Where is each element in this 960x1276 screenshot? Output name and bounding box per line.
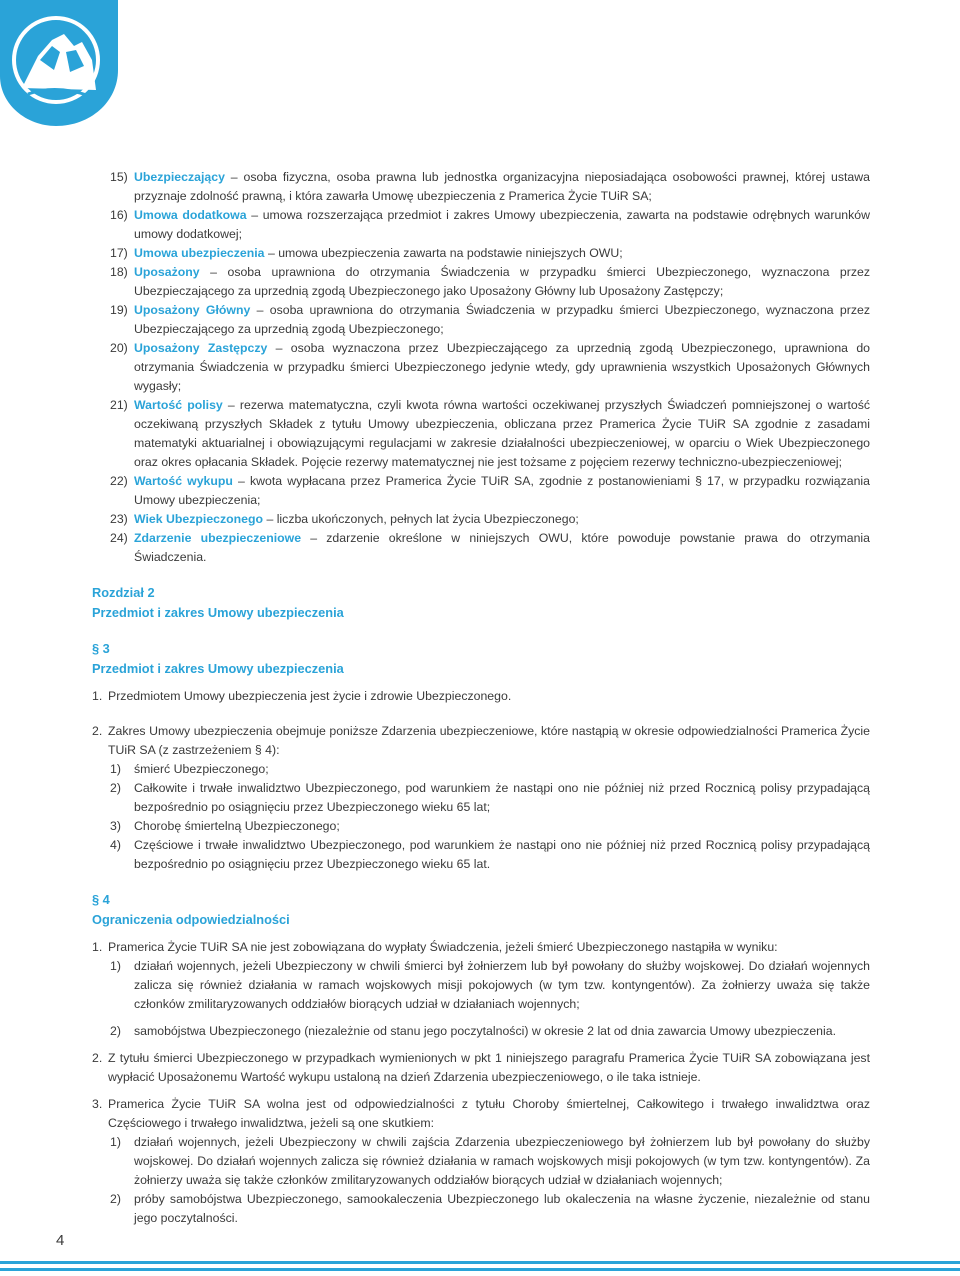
paragraph-number: 2. (92, 1051, 103, 1065)
list-item-text: próby samobójstwa Ubezpieczonego, samookaleczenia Ubezpieczonego lub okaleczenia na własne życzenie, niezależnie od stanu jego poczytalności. (134, 1192, 870, 1225)
definition-term: Uposażony (134, 265, 200, 279)
definition-number: 18) (110, 265, 128, 279)
list-item-number: 1) (110, 959, 121, 973)
section-sign: § 4 (92, 892, 110, 907)
list-item (92, 1022, 870, 1041)
paragraph (92, 1049, 870, 1087)
definition-number: 21) (110, 398, 128, 412)
paragraph-text: Przedmiotem Umowy ubezpieczenia jest życie i zdrowie Ubezpieczonego. (108, 689, 512, 703)
definition-item (92, 339, 870, 396)
list-item (92, 1133, 870, 1190)
definition-number: 17) (110, 246, 128, 260)
definition-term: Zdarzenie ubezpieczeniowe (134, 531, 302, 545)
paragraph-number: 2. (92, 724, 103, 738)
definition-text: – liczba ukończonych, pełnych lat życia Ubezpieczonego; (263, 512, 579, 526)
definition-text: – kwota wypłacana przez Pramerica Życie TUiR SA, zgodnie z postanowieniami § 17, w przypadku rozwiązania Umowy ubezpieczenia; (134, 474, 870, 507)
list-item-number: 3) (110, 819, 121, 833)
list-item (92, 1190, 870, 1228)
list-item-text: śmierć Ubezpieczonego; (134, 762, 269, 776)
definition-number: 19) (110, 303, 128, 317)
paragraph-number: 1. (92, 689, 103, 703)
list-item-number: 2) (110, 781, 121, 795)
list-item-number: 4) (110, 838, 121, 852)
definition-term: Wartość polisy (134, 398, 223, 412)
definition-item (92, 263, 870, 301)
list-item-text: samobójstwa Ubezpieczonego (niezależnie od stanu jego poczytalności) w okresie 2 lat od dnia zawarcia Umowy ubezpieczenia. (134, 1024, 836, 1038)
section-sign: § 3 (92, 641, 110, 656)
list-item-text: Całkowite i trwałe inwalidztwo Ubezpieczonego, pod warunkiem że nastąpi ono nie później niż przed Rocznicą polisy przypadającą bezpośrednio po osiągnięciu przez Ubezpieczonego wieku 65 lat; (134, 781, 870, 814)
definition-text: – rezerwa matematyczna, czyli kwota równa wartości oczekiwanej przyszłych Świadczeń pomniejszonej o wartość oczekiwaną przyszłych Składek z tytułu Umowy ubezpieczenia, obliczana przez Pramerica Życie TUiR SA zgodnie z zasadami matematyki aktuarialnej i obowiązującymi regulacjami w zakresie działalności ubezpieczeniowej, w oparciu o Wiek Ubezpieczonego oraz okres opłacania Składek. Pojęcie rezerwy matematycznej nie jest tożsame z pojęciem rezerwy techniczno-ubezpieczeniowej; (134, 398, 870, 469)
definition-item (92, 529, 870, 567)
definition-term: Umowa ubezpieczenia (134, 246, 265, 260)
list-item-number: 1) (110, 1135, 121, 1149)
paragraph (92, 722, 870, 760)
paragraph (92, 938, 870, 957)
list-item (92, 817, 870, 836)
definition-term: Ubezpieczający (134, 170, 225, 184)
prudential-rock-logo-icon (0, 0, 118, 126)
list-item-text: Częściowe i trwałe inwalidztwo Ubezpieczonego, pod warunkiem że nastąpi ono nie później niż przed Rocznicą polisy przypadającą bezpośrednio po osiągnięciu przez Ubezpieczonego wieku 65 lat. (134, 838, 870, 871)
footer-divider (0, 1268, 960, 1271)
paragraph (92, 687, 870, 706)
list-item-number: 2) (110, 1024, 121, 1038)
chapter-label: Rozdział 2 (92, 585, 155, 600)
list-item-number: 2) (110, 1192, 121, 1206)
definition-number: 24) (110, 531, 128, 545)
definition-item (92, 396, 870, 472)
definition-number: 15) (110, 170, 128, 184)
list-item (92, 957, 870, 1014)
definition-text: – umowa ubezpieczenia zawarta na podstawie niniejszych OWU; (264, 246, 623, 260)
list-item-number: 1) (110, 762, 121, 776)
paragraph-text: Pramerica Życie TUiR SA nie jest zobowiązana do wypłaty Świadczenia, jeżeli śmierć Ubezpieczonego nastąpiła w wyniku: (108, 940, 778, 954)
list-item-text: działań wojennych, jeżeli Ubezpieczony w chwili zajścia Zdarzenia ubezpieczeniowego był żołnierzem lub był powołany do służby wojskowej. Do działań wojennych zalicza się również działania w ramach wojskowych misji pokojowych (w tym tzw. kontyngentów). Za żołnierzy uważa się także członków zmilitaryzowanych oddziałów biorących udział w działaniach wojennych; (134, 1135, 870, 1187)
paragraph-text: Z tytułu śmierci Ubezpieczonego w przypadkach wymienionych w pkt 1 niniejszego paragrafu Pramerica Życie TUiR SA zobowiązana jest wypłacić Uposażonemu Wartość wykupu ustaloną na dzień Zdarzenia ubezpieczeniowego, o ile taka istnieje. (108, 1051, 870, 1084)
definition-text: – osoba uprawniona do otrzymania Świadczenia w przypadku śmierci Ubezpieczonego, wyznaczona przez Ubezpieczającego za uprzednią zgodą Ubezpieczonego; (134, 303, 871, 336)
definition-item (92, 510, 870, 529)
definition-number: 20) (110, 341, 128, 355)
definition-item (92, 206, 870, 244)
definition-text: – osoba uprawniona do otrzymania Świadczenia w przypadku śmierci Ubezpieczonego, wyznaczona przez Ubezpieczającego za uprzednią zgodą Ubezpieczonego jako Uposażony Główny lub Uposażony Zastępczy; (134, 265, 870, 298)
definition-text: – umowa rozszerzająca przedmiot i zakres Umowy ubezpieczenia, zawarta na podstawie odrębnych warunków umowy dodatkowej; (134, 208, 870, 241)
definition-term: Uposażony Główny (134, 303, 251, 317)
definition-item (92, 301, 870, 339)
definition-term: Umowa dodatkowa (134, 208, 247, 222)
list-item (92, 779, 870, 817)
definition-text: – osoba fizyczna, osoba prawna lub jednostka organizacyjna nieposiadająca osobowości prawnej, której ustawa przyznaje zdolność prawną, i która zawarła Umowę ubezpieczenia z Pramerica Życie TUiR SA; (134, 170, 870, 203)
definition-item (92, 472, 870, 510)
definition-number: 23) (110, 512, 128, 526)
list-item (92, 760, 870, 779)
document-body (92, 168, 870, 1228)
section-title: Ograniczenia odpowiedzialności (92, 912, 290, 927)
paragraph-text: Zakres Umowy ubezpieczenia obejmuje poniższe Zdarzenia ubezpieczeniowe, które nastąpią w okresie odpowiedzialności Pramerica Życie TUiR SA (z zastrzeżeniem § 4): (108, 724, 870, 757)
definition-text: – zdarzenie określone w niniejszych OWU, które powoduje powstanie prawa do otrzymania Świadczenia. (134, 531, 870, 564)
chapter-title: Przedmiot i zakres Umowy ubezpieczenia (92, 605, 344, 620)
footer-divider (0, 1261, 960, 1264)
definition-text: – osoba wyznaczona przez Ubezpieczającego za uprzednią zgodą Ubezpieczonego, uprawniona do otrzymania Świadczenia w przypadku śmierci Ubezpieczonego jedynie wtedy, gdy uprawnienia wszystkich Uposażonych Głównych wygasły; (134, 341, 870, 393)
paragraph-number: 1. (92, 940, 103, 954)
definition-term: Wiek Ubezpieczonego (134, 512, 264, 526)
definition-item (92, 244, 870, 263)
definition-number: 16) (110, 208, 128, 222)
list-item-text: Chorobę śmiertelną Ubezpieczonego; (134, 819, 340, 833)
section-title: Przedmiot i zakres Umowy ubezpieczenia (92, 661, 344, 676)
definition-term: Wartość wykupu (134, 474, 233, 488)
list-item (92, 836, 870, 874)
definition-number: 22) (110, 474, 128, 488)
definition-item (92, 168, 870, 206)
definition-term: Uposażony Zastępczy (134, 341, 268, 355)
paragraph-number: 3. (92, 1097, 103, 1111)
paragraph-text: Pramerica Życie TUiR SA wolna jest od odpowiedzialności z tytułu Choroby śmiertelnej, Całkowitego i trwałego inwalidztwa oraz Częściowego i trwałego inwalidztwa, jeżeli są one skutkiem: (108, 1097, 870, 1130)
paragraph (92, 1095, 870, 1133)
list-item-text: działań wojennych, jeżeli Ubezpieczony w chwili śmierci był żołnierzem lub był powołany do służby wojskowej. Do działań wojennych zalicza się również działania w ramach wojskowych misji pokojowych (w tym tzw. kontyngentów). Za żołnierzy uważa się także członków zmilitaryzowanych oddziałów biorących udział w działaniach wojennych; (134, 959, 870, 1011)
page-number: 4 (56, 1232, 65, 1249)
